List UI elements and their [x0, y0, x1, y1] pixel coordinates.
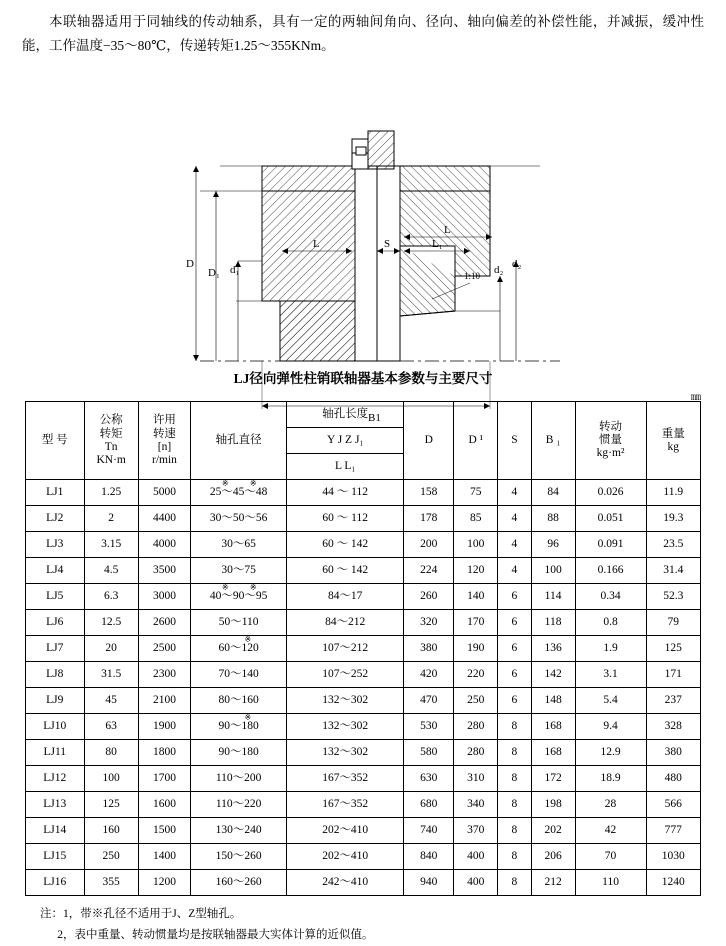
- cell-weight: 171: [646, 662, 700, 688]
- cell-S: 6: [498, 610, 531, 636]
- cell-bore-length: 167～352: [287, 766, 404, 792]
- cell-bore-diameter: 50～110: [191, 610, 287, 636]
- cell-speed: 1400: [138, 844, 190, 870]
- cell-D1: 280: [454, 740, 498, 766]
- cell-speed: 2500: [138, 636, 190, 662]
- cell-bore-length: 84～17: [287, 584, 404, 610]
- cell-S: 8: [498, 818, 531, 844]
- cell-weight: 23.5: [646, 532, 700, 558]
- cell-speed: 1700: [138, 766, 190, 792]
- cell-inertia: 0.34: [575, 584, 646, 610]
- cell-weight: 52.3: [646, 584, 700, 610]
- cell-bore-length: 202～410: [287, 818, 404, 844]
- cell-D: 940: [404, 870, 454, 896]
- cell-B1: 100: [531, 558, 575, 584]
- cell-D: 178: [404, 506, 454, 532]
- cell-S: 6: [498, 584, 531, 610]
- cell-inertia: 0.8: [575, 610, 646, 636]
- specification-table: [25, 401, 701, 896]
- cell-B1: 198: [531, 792, 575, 818]
- cell-bore-diameter: 40～90～95 ※ ※: [191, 584, 287, 610]
- th-bore-types: Y J Z J₁: [287, 428, 404, 454]
- cell-inertia: 0.051: [575, 506, 646, 532]
- cell-S: 4: [498, 532, 531, 558]
- cell-speed: 3500: [138, 558, 190, 584]
- cell-D: 840: [404, 844, 454, 870]
- cell-model: LJ15: [26, 844, 85, 870]
- dim-label-L1: L₁: [432, 238, 443, 251]
- table-row: [26, 480, 701, 506]
- cell-weight: 328: [646, 714, 700, 740]
- table-body: [26, 480, 701, 896]
- cell-model: LJ7: [26, 636, 85, 662]
- cell-torque: 45: [84, 688, 138, 714]
- dim-label-B1: B1: [368, 412, 381, 425]
- cell-weight: 1030: [646, 844, 700, 870]
- cell-inertia: 110: [575, 870, 646, 896]
- cell-torque: 250: [84, 844, 138, 870]
- cell-D1: 170: [454, 610, 498, 636]
- th-weight: 重量 kg: [646, 402, 700, 480]
- cell-B1: 136: [531, 636, 575, 662]
- dim-label-L-left: L: [313, 238, 320, 251]
- cell-speed: 5000: [138, 480, 190, 506]
- cell-model: LJ13: [26, 792, 85, 818]
- table-row: [26, 532, 701, 558]
- table-row: [26, 844, 701, 870]
- cell-bore-diameter: 90～180: [191, 740, 287, 766]
- cell-inertia: 0.026: [575, 480, 646, 506]
- cell-inertia: 1.9: [575, 636, 646, 662]
- cell-S: 8: [498, 792, 531, 818]
- cell-model: LJ10: [26, 714, 85, 740]
- cell-bore-length: 60 ～ 142: [287, 558, 404, 584]
- cell-S: 8: [498, 870, 531, 896]
- cell-inertia: 3.1: [575, 662, 646, 688]
- cell-D1: 280: [454, 714, 498, 740]
- cell-bore-diameter: 110～220: [191, 792, 287, 818]
- figure-caption: LJ径向弹性柱销联轴器基本参数与主要尺寸: [233, 371, 493, 387]
- cell-B1: 142: [531, 662, 575, 688]
- cell-inertia: 0.091: [575, 532, 646, 558]
- cell-weight: 79: [646, 610, 700, 636]
- cell-bore-diameter: 80～160: [191, 688, 287, 714]
- cell-D1: 340: [454, 792, 498, 818]
- dim-label-L-right: L: [444, 224, 451, 237]
- taper-label: 1:10: [464, 271, 481, 282]
- dim-label-D1: D₁: [208, 267, 220, 280]
- cell-bore-diameter: 150～260: [191, 844, 287, 870]
- note-2: 2，表中重量、转动惯量均是按联轴器最大实体计算的近似值。: [40, 928, 374, 941]
- cell-B1: 168: [531, 740, 575, 766]
- cell-inertia: 12.9: [575, 740, 646, 766]
- th-bore-diameter: 轴孔直径: [191, 402, 287, 480]
- cell-B1: 172: [531, 766, 575, 792]
- cell-D1: 100: [454, 532, 498, 558]
- cell-D: 580: [404, 740, 454, 766]
- cell-bore-diameter: 160～260: [191, 870, 287, 896]
- th-S: S: [498, 402, 531, 480]
- cell-S: 6: [498, 688, 531, 714]
- cell-weight: 1240: [646, 870, 700, 896]
- cell-bore-diameter: 30～65: [191, 532, 287, 558]
- cell-bore-length: 132～302: [287, 714, 404, 740]
- cell-S: 6: [498, 636, 531, 662]
- cell-model: LJ12: [26, 766, 85, 792]
- cell-bore-diameter: 90～180 ※: [191, 714, 287, 740]
- cell-B1: 114: [531, 584, 575, 610]
- cell-weight: 19.3: [646, 506, 700, 532]
- cell-inertia: 5.4: [575, 688, 646, 714]
- cell-torque: 20: [84, 636, 138, 662]
- cell-S: 4: [498, 506, 531, 532]
- table-notes: [40, 904, 726, 945]
- cell-model: LJ14: [26, 818, 85, 844]
- table-row: [26, 558, 701, 584]
- cell-weight: 31.4: [646, 558, 700, 584]
- cell-weight: 125: [646, 636, 700, 662]
- cell-weight: 237: [646, 688, 700, 714]
- table-row: [26, 636, 701, 662]
- th-torque: 公称 转矩 Tn KN·m: [84, 402, 138, 480]
- th-B1: B ₁: [531, 402, 575, 480]
- cell-bore-length: 84～212: [287, 610, 404, 636]
- th-speed: 许用 转速 [n] r/min: [138, 402, 190, 480]
- cell-speed: 2100: [138, 688, 190, 714]
- cell-B1: 202: [531, 818, 575, 844]
- table-row: [26, 766, 701, 792]
- cell-B1: 118: [531, 610, 575, 636]
- cell-speed: 1600: [138, 792, 190, 818]
- cell-bore-length: 167～352: [287, 792, 404, 818]
- cell-bore-diameter: 70～140: [191, 662, 287, 688]
- cell-speed: 1900: [138, 714, 190, 740]
- table-row: [26, 870, 701, 896]
- cell-S: 6: [498, 662, 531, 688]
- cell-torque: 31.5: [84, 662, 138, 688]
- cell-weight: 566: [646, 792, 700, 818]
- table-row: [26, 584, 701, 610]
- cell-D: 380: [404, 636, 454, 662]
- cell-D: 158: [404, 480, 454, 506]
- cell-bore-length: 242～410: [287, 870, 404, 896]
- cell-B1: 212: [531, 870, 575, 896]
- cell-D: 420: [404, 662, 454, 688]
- cell-D1: 310: [454, 766, 498, 792]
- cell-D1: 370: [454, 818, 498, 844]
- cell-bore-diameter: 30～50～56: [191, 506, 287, 532]
- th-inertia: 转动 惯量 kg·m²: [575, 402, 646, 480]
- cell-inertia: 28: [575, 792, 646, 818]
- cell-speed: 4400: [138, 506, 190, 532]
- cell-model: LJ1: [26, 480, 85, 506]
- cell-D: 630: [404, 766, 454, 792]
- cell-B1: 96: [531, 532, 575, 558]
- cell-S: 8: [498, 714, 531, 740]
- cell-bore-length: 44 ～ 112: [287, 480, 404, 506]
- cell-bore-length: 132～302: [287, 688, 404, 714]
- cell-model: LJ16: [26, 870, 85, 896]
- cell-D: 320: [404, 610, 454, 636]
- cell-inertia: 18.9: [575, 766, 646, 792]
- cell-bore-diameter: 110～200: [191, 766, 287, 792]
- cell-torque: 125: [84, 792, 138, 818]
- cell-weight: 777: [646, 818, 700, 844]
- cell-weight: 380: [646, 740, 700, 766]
- th-bore-sub: L L₁: [287, 454, 404, 480]
- cell-speed: 3000: [138, 584, 190, 610]
- cell-S: 8: [498, 740, 531, 766]
- cell-model: LJ11: [26, 740, 85, 766]
- cell-inertia: 70: [575, 844, 646, 870]
- cell-D1: 400: [454, 870, 498, 896]
- table-header-row: [26, 402, 701, 428]
- cell-B1: 84: [531, 480, 575, 506]
- cell-speed: 2300: [138, 662, 190, 688]
- th-bore-length: 轴孔长度: [287, 402, 404, 428]
- cell-torque: 160: [84, 818, 138, 844]
- table-row: [26, 688, 701, 714]
- cell-torque: 4.5: [84, 558, 138, 584]
- cell-weight: 11.9: [646, 480, 700, 506]
- dim-label-d1: d₁: [230, 264, 240, 277]
- cell-D1: 75: [454, 480, 498, 506]
- cell-D1: 220: [454, 662, 498, 688]
- cell-D1: 190: [454, 636, 498, 662]
- cell-speed: 1500: [138, 818, 190, 844]
- cell-D1: 400: [454, 844, 498, 870]
- dim-label-d2: d₂: [494, 264, 504, 277]
- table-row: [26, 506, 701, 532]
- cell-inertia: 42: [575, 818, 646, 844]
- cell-speed: 1200: [138, 870, 190, 896]
- th-D1: D ¹: [454, 402, 498, 480]
- cell-bore-length: 107～212: [287, 636, 404, 662]
- cell-model: LJ3: [26, 532, 85, 558]
- cell-model: LJ8: [26, 662, 85, 688]
- cell-torque: 63: [84, 714, 138, 740]
- table-row: [26, 792, 701, 818]
- cell-model: LJ4: [26, 558, 85, 584]
- cell-bore-diameter: 130～240: [191, 818, 287, 844]
- cell-inertia: 9.4: [575, 714, 646, 740]
- cell-model: LJ6: [26, 610, 85, 636]
- cell-bore-length: 60 ～ 142: [287, 532, 404, 558]
- cell-B1: 148: [531, 688, 575, 714]
- cell-D: 470: [404, 688, 454, 714]
- th-model: 型 号: [26, 402, 85, 480]
- dim-label-D: D: [186, 258, 194, 271]
- table-row: [26, 610, 701, 636]
- table-row: [26, 740, 701, 766]
- table-row: [26, 818, 701, 844]
- cell-torque: 355: [84, 870, 138, 896]
- cell-D1: 250: [454, 688, 498, 714]
- cell-B1: 206: [531, 844, 575, 870]
- cell-S: 8: [498, 766, 531, 792]
- dim-label-S: S: [384, 238, 391, 251]
- cell-D1: 120: [454, 558, 498, 584]
- table-row: [26, 662, 701, 688]
- cell-bore-length: 107～252: [287, 662, 404, 688]
- cell-D: 740: [404, 818, 454, 844]
- cell-bore-length: 202～410: [287, 844, 404, 870]
- cell-bore-length: 60 ～ 112: [287, 506, 404, 532]
- cell-bore-diameter: 30～75: [191, 558, 287, 584]
- cell-model: LJ2: [26, 506, 85, 532]
- cell-S: 4: [498, 480, 531, 506]
- note-1: 注：1，带※孔径不适用于J、Z型轴孔。: [40, 908, 242, 921]
- cell-D: 224: [404, 558, 454, 584]
- cell-torque: 6.3: [84, 584, 138, 610]
- cell-bore-diameter: 25～45～48 ※ ※: [191, 480, 287, 506]
- cell-S: 8: [498, 844, 531, 870]
- dim-label-d2-outer: d₂: [512, 258, 522, 271]
- cell-D: 260: [404, 584, 454, 610]
- cell-D1: 140: [454, 584, 498, 610]
- cell-torque: 100: [84, 766, 138, 792]
- cell-bore-diameter: 60～120 ※: [191, 636, 287, 662]
- cell-D: 530: [404, 714, 454, 740]
- cell-B1: 168: [531, 714, 575, 740]
- cell-speed: 4000: [138, 532, 190, 558]
- cell-torque: 12.5: [84, 610, 138, 636]
- cell-speed: 1800: [138, 740, 190, 766]
- th-D: D: [404, 402, 454, 480]
- cell-inertia: 0.166: [575, 558, 646, 584]
- cell-torque: 1.25: [84, 480, 138, 506]
- cell-D: 680: [404, 792, 454, 818]
- cell-torque: 80: [84, 740, 138, 766]
- cell-torque: 2: [84, 506, 138, 532]
- table-row: [26, 714, 701, 740]
- cell-D: 200: [404, 532, 454, 558]
- cell-torque: 3.15: [84, 532, 138, 558]
- cell-B1: 88: [531, 506, 575, 532]
- cell-D1: 85: [454, 506, 498, 532]
- cell-weight: 480: [646, 766, 700, 792]
- cell-model: LJ9: [26, 688, 85, 714]
- unit-note: ㎜: [691, 392, 702, 403]
- cell-speed: 2600: [138, 610, 190, 636]
- cell-model: LJ5: [26, 584, 85, 610]
- cell-S: 4: [498, 558, 531, 584]
- intro-paragraph: 本联轴器适用于同轴线的传动轴系，具有一定的两轴间角向、径向、轴向偏差的补偿性能，并减振，缓冲性能，工作温度−35～80℃，传递转矩1.25～355KNm。: [22, 14, 704, 53]
- cell-bore-length: 132～302: [287, 740, 404, 766]
